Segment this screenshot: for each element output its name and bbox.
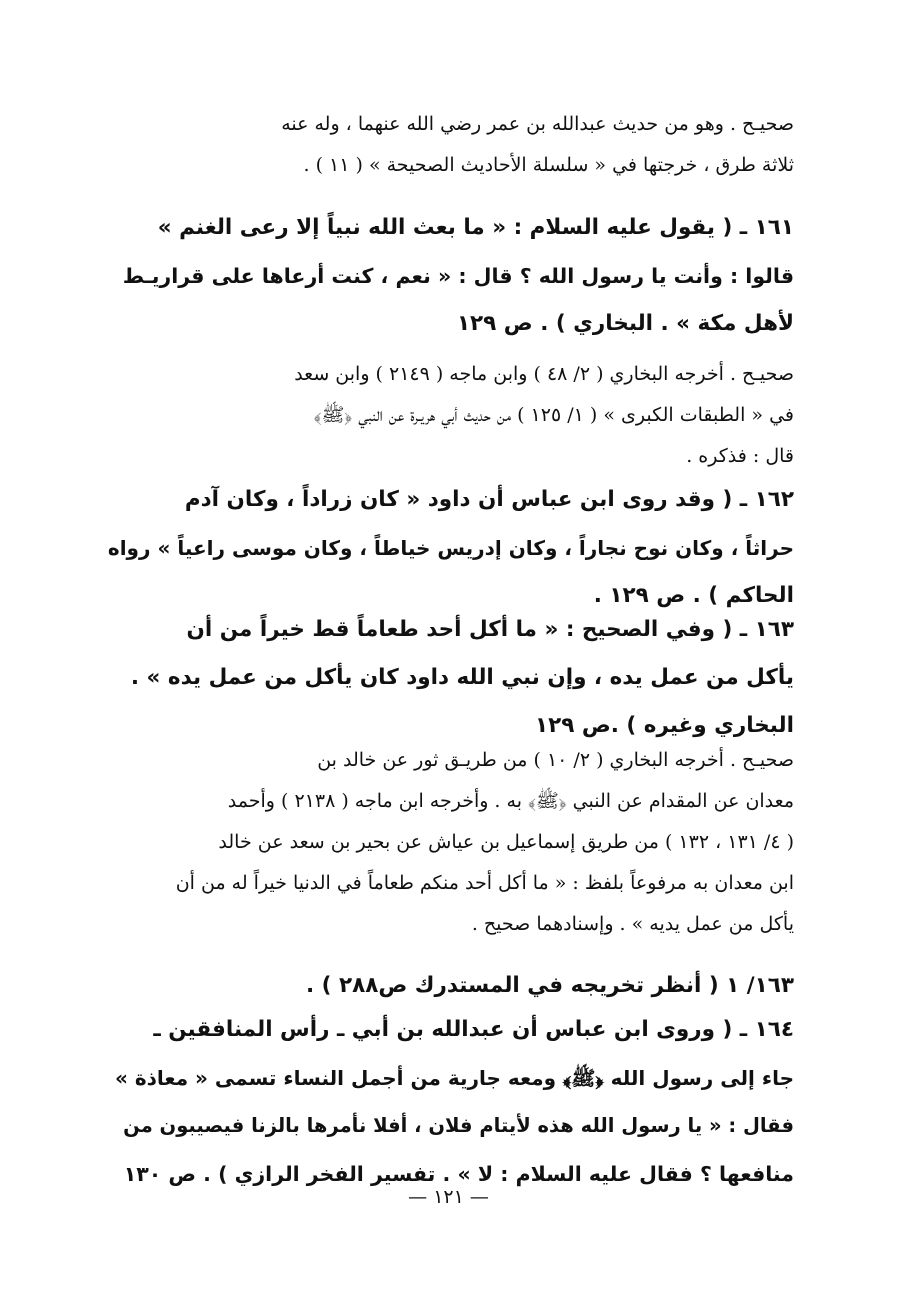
text-line: قالوا : وأنت يا رسول الله ؟ قال : « نعم ، كنت أرعاها على قراريـط [122,264,794,288]
hadith-162 [108,476,794,620]
text-line: الحاكم ) . ص ١٢٩ . [593,583,794,608]
text-line: ١٦٣ ـ ( وفي الصحيح : « ما أكل أحد طعاماً قط خيراً من أن [186,617,794,642]
text-line: ١٦٤ ـ ( وروى ابن عباس أن عبدالله بن أبي ـ رأس المنافقين ـ [153,1017,794,1042]
hadith-163 [108,606,794,750]
text-line: ١٦١ ـ ( يقول عليه السلام : « ما بعث الله نبياً إلا رعى الغنم » [157,215,794,240]
page-number: — ١٢١ — [408,1186,489,1208]
text-line: منافعها ؟ فقال عليه السلام : لا » . تفسير الفخر الرازي ) . ص ١٣٠ [123,1162,794,1186]
text-line: ١٦٢ ـ ( وقد روى ابن عباس أن داود « كان زراداً ، وكان آدم [184,487,794,512]
text-line: يأكل من عمل يديه » . وإسنادهما صحيح . [471,913,794,935]
text-line: فقال : « يا رسول الله هذه لأيتام فلان ، أفلا نأمرها بالزنا فيصيبون من [123,1114,794,1137]
text-line: قال : فذكره . [686,445,794,467]
commentary-paragraph [108,354,794,477]
text-line: ابن معدان به مرفوعاً بلفظ : « ما أكل أحد منكم طعاماً في الدنيا خيراً له من أن [175,872,794,894]
text-line: حراثاً ، وكان نوح نجاراً ، وكان إدريس خياطاً ، وكان موسى راعياً » رواه [108,536,794,560]
text-line: البخاري وغيره ) .ص ١٢٩ [535,713,794,738]
text-line: صحيـح . أخرجه البخاري ( ٢/ ١٠ ) من طريـق ثور عن خالد بن [317,749,794,771]
hadith-164 [108,1006,794,1198]
commentary-paragraph [108,104,794,186]
text-line: ١٦٣/ ١ ( أنظر تخريجه في المستدرك ص٢٨٨ ) . [306,973,794,998]
text-line: ثلاثة طرق ، خرجتها في « سلسلة الأحاديث الصحيحة » ( ١١ ) . [303,154,794,176]
text-line: يأكل من عمل يده ، وإن نبي الله داود كان يأكل من عمل يده » . [130,665,794,690]
commentary-paragraph [108,740,794,945]
hadith-161 [108,204,794,348]
text-line: جاء إلى رسول الله ﴿ﷺ﴾ ومعه جارية من أجمل النساء تسمى « معاذة » [114,1066,794,1090]
hadith-163-1 [108,962,794,1010]
text-line: لأهل مكة » . البخاري ) . ص ١٢٩ [456,311,794,336]
text-line: معدان عن المقدام عن النبي ﴿ﷺ﴾ به . وأخرجه ابن ماجه ( ٢١٣٨ ) وأحمد [227,790,794,812]
text-line: ( ٤/ ١٣١ ، ١٣٢ ) من طريق إسماعيل بن عياش عن بحير بن سعد عن خالد [218,831,794,853]
text-line: في « الطبقات الكبرى » ( ١/ ١٢٥ ) من حديث أبي هريـرة عن النبي ﴿ﷺ﴾ [313,404,794,426]
text-line: صحيـح . أخرجه البخاري ( ٢/ ٤٨ ) وابن ماجه ( ٢١٤٩ ) وابن سعد [294,363,794,385]
text-line: صحيـح . وهو من حديث عبدالله بن عمر رضي الله عنهما ، وله عنه [281,113,794,135]
